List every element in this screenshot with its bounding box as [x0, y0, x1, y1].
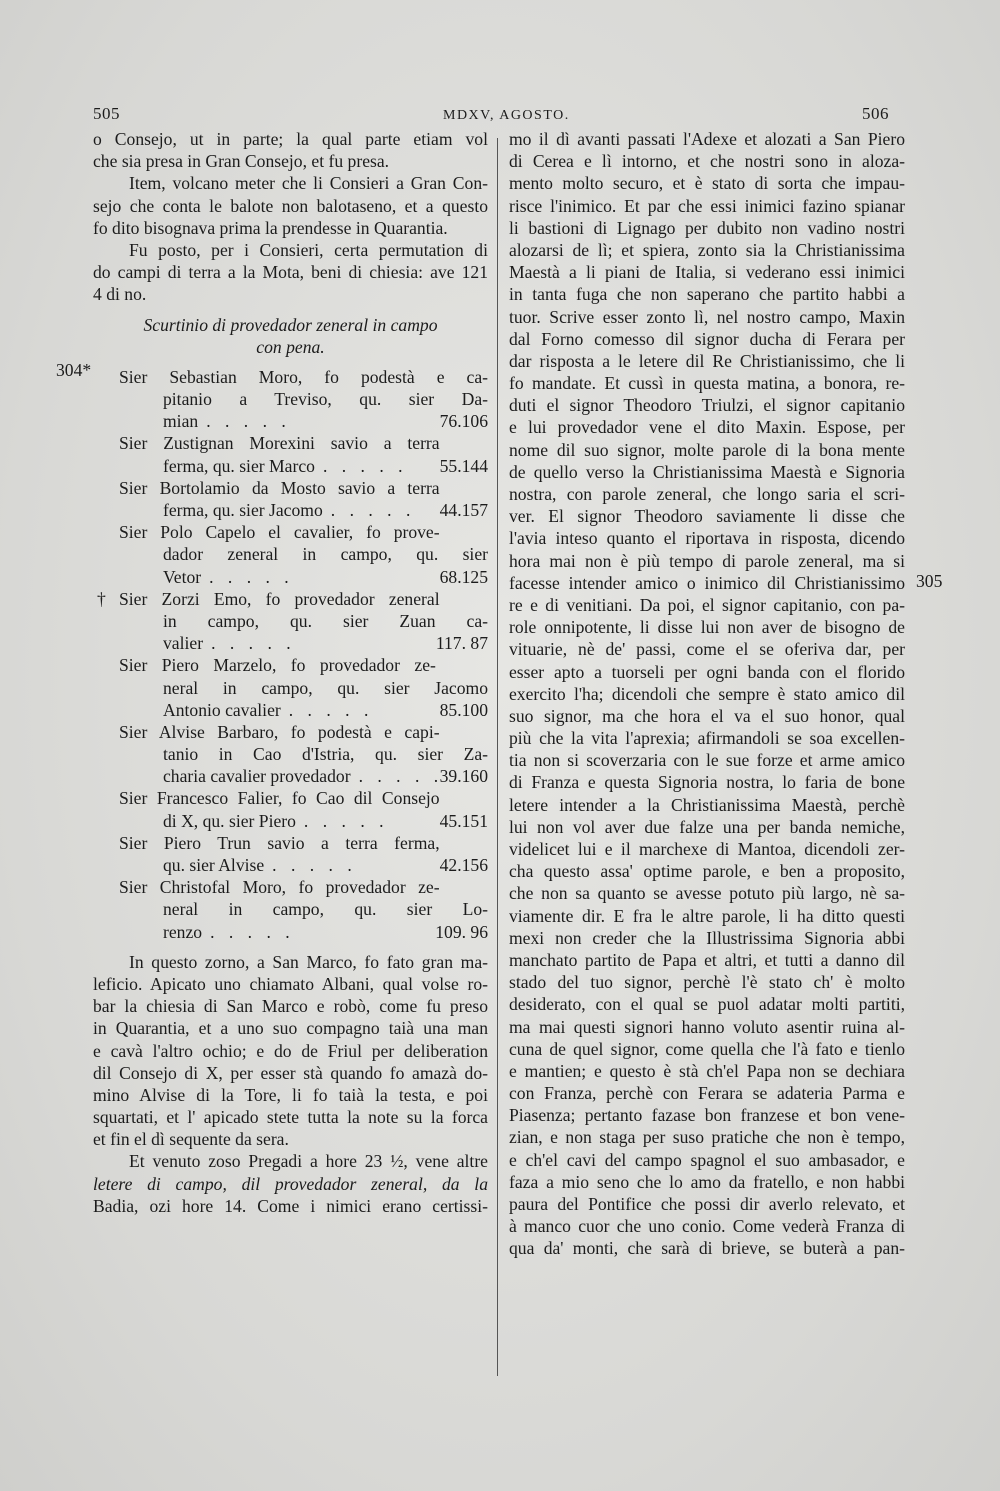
- candidate-text: ferma, qu. sier Marco: [163, 455, 315, 476]
- leader-dots: . . . . .: [209, 566, 294, 587]
- ballot-line: [93, 654, 488, 676]
- text-line: di Franza e questa Signoria nostra, lo faria de bone: [509, 772, 905, 793]
- candidate-text: Sier Polo Capelo el cavalier, fo prove-: [119, 522, 440, 543]
- text-line: ver. El signor Theodoro saviamente li disse che: [509, 506, 905, 527]
- ballot-entry: [93, 366, 488, 433]
- candidate-text: di X, qu. sier Piero: [163, 810, 296, 831]
- ballot-line: [93, 854, 488, 876]
- ballot-line: [93, 832, 488, 854]
- candidate-text: Sier Zorzi Emo, fo provedador zeneral: [119, 588, 440, 609]
- text-line: dal Forno comesso dil signor ducha di Ferara per: [509, 328, 905, 349]
- text-line: fo dito bisognava prima la prendesse in Quarantia.: [93, 217, 448, 238]
- text-line: esser apto a tuorseli per ogni banda con el florido: [509, 661, 905, 682]
- text-line: Piasenza; pertanto fazase bon franzese et bon vene-: [509, 1105, 905, 1126]
- leader-dots: . . . . .: [210, 921, 295, 942]
- candidate-text: Sier Francesco Falier, fo Cao dil Consejo: [119, 788, 440, 809]
- text-line: e lui provedador vene el dito Maxin. Espose, per: [509, 417, 905, 438]
- text-line: l'avia inteso quanto el riportava in risposta, dicendo: [509, 528, 905, 549]
- paragraph: [93, 128, 488, 172]
- ballot-line: [93, 898, 488, 920]
- ballot-line: [93, 610, 488, 632]
- leader-dots: . . . . .: [303, 810, 389, 831]
- vote-count: 44.157: [439, 500, 488, 520]
- text-line: lui non vol aver due falze una per banda nemiche,: [509, 816, 905, 837]
- candidate-text: Vetor: [163, 566, 202, 587]
- text-line: faza a mio seno che lo amo da fratello, e non habbi: [509, 1171, 905, 1192]
- text-line: li bastioni di Lignago per dubito non vadino nostri: [509, 217, 905, 238]
- text-line: nostra, con parole zeneral, che longo saria el scri-: [509, 484, 905, 504]
- text-line: à manco cuor che uno conio. Come vederà Franza di: [509, 1216, 905, 1237]
- margin-note-right: 305: [916, 571, 943, 591]
- leader-dots: . . . . .: [358, 766, 444, 787]
- ballot-line: [93, 721, 488, 743]
- text-line: mexi non creder che la Illustrissima Signoria abbi: [509, 927, 905, 948]
- text-line: Fu posto, per i Consieri, certa permutation di: [129, 239, 488, 260]
- candidate-text: ferma, qu. sier Jacomo: [163, 500, 323, 520]
- ballot-line: [93, 410, 488, 432]
- text-line: letere intender a la Christianissima Maestà, perchè: [509, 794, 905, 815]
- text-line: leficio. Apicato uno chiamato Albani, qual volse ro-: [93, 973, 488, 994]
- ballot-line: [93, 521, 488, 543]
- text-line: e mantien; e questo è stà ch'el Papa non se dechiara: [509, 1060, 905, 1081]
- text-line: mino Alvise di la Tore, li fo taià la testa, e poi: [93, 1084, 488, 1105]
- paragraph: [93, 951, 488, 1151]
- right-column: [509, 128, 905, 1260]
- text-line: hora mai non è più tempo di parole zeneral, ma si: [509, 550, 905, 571]
- text-line: et fin el dì sequente da sera.: [93, 1129, 289, 1150]
- ballot-entry: [93, 654, 488, 721]
- ballot-entry: [93, 477, 488, 521]
- vote-count: 85.100: [439, 699, 488, 720]
- candidate-text: valier: [163, 633, 204, 654]
- text-line: manchato partito de Papa et altri, et tutti a danno dil: [509, 949, 905, 970]
- vote-count: 109. 96: [435, 921, 488, 942]
- text-line: in Quarantia, et a uno suo compagno taià una man: [93, 1018, 488, 1039]
- vote-count: 117. 87: [435, 633, 488, 654]
- text-line: risce l'inimico. Et par che essi inimici fazino spianar: [509, 195, 905, 216]
- left-column: [93, 128, 488, 1217]
- ballot-line: [93, 765, 488, 787]
- spacer: [93, 306, 488, 314]
- text-line: vituarie, nè de' passi, come el se oferiva dar, per: [509, 639, 905, 660]
- ballot-line: [93, 543, 488, 565]
- candidate-text: Sier Bortolamio da Mosto savio a terra: [119, 477, 440, 498]
- candidate-text: Sier Christofal Moro, fo provedador ze-: [119, 877, 440, 898]
- text-line: che sia presa in Gran Consejo, et fu presa.: [93, 151, 390, 172]
- text-line: dar risposta a le letere dil Re Christianissimo, che li: [509, 350, 905, 371]
- candidate-text: Antonio cavalier: [163, 699, 281, 720]
- text-line: e cavà l'altro ochio; e do de Friul per deliberation: [93, 1040, 488, 1061]
- text-line: letere di campo, dil provedador zeneral, da la: [93, 1173, 488, 1194]
- ballot-entry: [93, 521, 488, 588]
- ballot-entry: [93, 787, 488, 831]
- ballot-line: [93, 632, 488, 654]
- text-line: che non sa quanto se avesse potuto più largo, nè sa-: [509, 883, 905, 904]
- leader-dots: . . . . .: [206, 411, 291, 432]
- vote-count: 55.144: [439, 455, 488, 476]
- candidate-text: Sier Alvise Barbaro, fo podestà e capi-: [119, 721, 440, 742]
- text-line: Badia, ozi hore 14. Come i nimici erano certissi-: [93, 1195, 488, 1216]
- text-line: zian, e non staga per suso pratiche che non è tempo,: [509, 1127, 905, 1148]
- ballot-entry: [93, 432, 488, 476]
- candidate-text: mian: [163, 411, 199, 432]
- text-line: mento molto securo, et è stato di sorta che impau-: [509, 173, 905, 194]
- text-line: o Consejo, ut in parte; la qual parte etiam vol: [93, 129, 488, 149]
- text-line: stado del tuo signor, perchè l'è stato ch' è molto: [509, 972, 905, 993]
- candidate-text: neral in campo, qu. sier Jacomo: [163, 677, 488, 698]
- text-line: Item, volcano meter che li Consieri a Gran Con-: [129, 173, 488, 194]
- text-line: mo il dì avanti passati l'Adexe et alozati a San Piero: [509, 129, 905, 149]
- text-line: cha questo assa' optime parole, e ben a proposito,: [509, 861, 905, 882]
- text-line: 4 di no.: [93, 284, 147, 305]
- text-line: qua da' monti, che sarà di brieve, se buterà a pan-: [509, 1238, 905, 1259]
- candidate-text: neral in campo, qu. sier Lo-: [163, 899, 488, 920]
- text-line: dil Consejo di X, per esser stà quando fo amazà do-: [93, 1062, 488, 1083]
- text-line: alozarsi de lì; et spiera, zonto sia la Christianissima: [509, 239, 905, 260]
- spacer: [93, 943, 488, 951]
- ballot-line: [93, 921, 488, 943]
- paragraph: [93, 239, 488, 306]
- column-divider: [497, 138, 498, 1376]
- candidate-text: Sier Sebastian Moro, fo podestà e ca-: [119, 366, 488, 387]
- text-line: Et venuto zoso Pregadi a hore 23 ½, vene altre: [129, 1151, 488, 1172]
- leader-dots: . . . . .: [330, 500, 416, 520]
- text-line: Maestà a li piani de Italia, si vederano essi inimici: [509, 262, 905, 283]
- text-line: di Cerea e lì intorno, et che nostri sono in aloza-: [509, 151, 905, 172]
- text-line: cuna de quel signor, come quella che l'à fato e tienlo: [509, 1038, 905, 1059]
- vote-count: 68.125: [439, 566, 488, 587]
- candidate-text: pitanio a Treviso, qu. sier Da-: [163, 389, 488, 410]
- candidate-text: Sier Zustignan Morexini savio a terra: [119, 433, 440, 454]
- running-title: MDXV, AGOSTO.: [443, 108, 570, 123]
- margin-note-left: 304*: [56, 360, 92, 380]
- ballot-line: [93, 366, 488, 388]
- ballot-line: [93, 810, 488, 832]
- ballot-entry: [93, 832, 488, 876]
- text-line: con Franza, perchè con Ferara se adateria Parma e: [509, 1083, 905, 1104]
- paragraph: [93, 1150, 488, 1217]
- ballot-list: [93, 366, 488, 943]
- candidate-text: charia cavalier provedador: [163, 766, 351, 787]
- text-line: suo signor, ma che hora el va el suo honor, qual: [509, 705, 905, 726]
- text-line: squartati, et l' apicado stete tutta la note su la forca: [93, 1107, 488, 1128]
- text-line: exercito l'ha; dicendoli che sempre è stato amico dil: [509, 683, 905, 704]
- elected-marker: †: [97, 588, 106, 609]
- ballot-line: [93, 455, 488, 477]
- text-line: In questo zorno, a San Marco, fo fato gran ma-: [129, 951, 488, 972]
- leader-dots: . . . . .: [211, 633, 296, 654]
- text-line: role onnipotente, li disse lui non aver de bisogno de: [509, 617, 905, 638]
- text-line: paura del Pontifice che possi dir averlo relevato, et: [509, 1194, 905, 1214]
- text-line: bar la chiesia di San Marco e robò, come fu preso: [93, 996, 488, 1017]
- ballot-entry: [93, 721, 488, 788]
- candidate-text: in campo, qu. sier Zuan ca-: [163, 610, 488, 631]
- ballot-line: [93, 388, 488, 410]
- text-line: facesse intender amico o inimico dil Christianissimo: [509, 572, 905, 593]
- candidate-text: dador zeneral in campo, qu. sier: [163, 544, 488, 565]
- ballot-line: [93, 499, 488, 521]
- text-line: desiderato, con el qual se puol adatar molti partiti,: [509, 994, 905, 1015]
- ballot-line: [93, 699, 488, 721]
- text-line: sejo che conta le balote non balotaseno, et a questo: [93, 195, 488, 216]
- text-line: de quello verso la Christianissima Maestà e Signoria: [509, 461, 905, 482]
- section-title: [93, 314, 488, 358]
- text-line: tia non si scoverzaria con le sue forze et arme amico: [509, 750, 905, 771]
- ballot-entry: [93, 588, 488, 655]
- leader-dots: . . . . .: [322, 455, 408, 476]
- candidate-text: renzo: [163, 921, 203, 942]
- ballot-line: [93, 566, 488, 588]
- ballot-line: [93, 787, 488, 809]
- candidate-text: qu. sier Alvise: [163, 855, 265, 875]
- candidate-text: Sier Piero Marzelo, fo provedador ze-: [119, 655, 436, 676]
- leader-dots: . . . . .: [272, 855, 357, 875]
- text-line: e ch'el cavi del campo spagnol el suo ambasador, e: [509, 1149, 905, 1170]
- title-line: Scurtinio di provedador zeneral in campo: [143, 314, 438, 335]
- page-number-left: 505: [93, 104, 120, 123]
- vote-count: 45.151: [439, 810, 488, 831]
- spacer: [93, 358, 488, 366]
- vote-count: 39.160: [439, 766, 488, 787]
- text-line: ma mai questi signori hanno voluto asentir ruina al-: [509, 1016, 905, 1037]
- title-line: con pena.: [256, 336, 325, 357]
- candidate-text: tanio in Cao d'Istria, qu. sier Za-: [163, 744, 488, 765]
- vote-count: 42.156: [439, 855, 488, 875]
- ballot-line: [93, 876, 488, 898]
- text-line: tuor. Scrive esser zonto lì, nel nostro campo, Maxin: [509, 306, 905, 327]
- leader-dots: . . . . .: [288, 699, 374, 720]
- ballot-line: [93, 588, 488, 610]
- ballot-line: [93, 477, 488, 499]
- paragraph: [93, 172, 488, 239]
- text-line: fo mandate. Et cussì in questa matina, a bonora, re-: [509, 373, 905, 394]
- page-number-right: 506: [862, 104, 889, 123]
- ballot-entry: [93, 876, 488, 943]
- text-line: viamente dir. E fra le altre parole, li ha ditto questi: [509, 905, 905, 926]
- candidate-text: Sier Piero Trun savio a terra ferma,: [119, 832, 440, 853]
- text-line: do campi di terra a la Mota, beni di chiesia: ave 121: [93, 262, 488, 283]
- text-line: re e di venitiani. Da poi, el signor capitanio, con pa-: [509, 594, 905, 615]
- text-line: in tanta fuga che non saperano che partito habbi a: [509, 284, 905, 305]
- text-line: nome dil suo signor, molte parole di la bona mente: [509, 439, 905, 460]
- text-line: videlicet lui e il marchexe di Mantoa, dicendoli zer-: [509, 839, 905, 859]
- ballot-line: [93, 677, 488, 699]
- text-line: duti el signor Theodoro Triulzi, el signor capitanio: [509, 395, 905, 416]
- ballot-line: [93, 743, 488, 765]
- text-line: più che la vita l'aprexia; afirmandoli se soa excellen-: [509, 728, 905, 749]
- vote-count: 76.106: [439, 411, 488, 432]
- ballot-line: [93, 432, 488, 454]
